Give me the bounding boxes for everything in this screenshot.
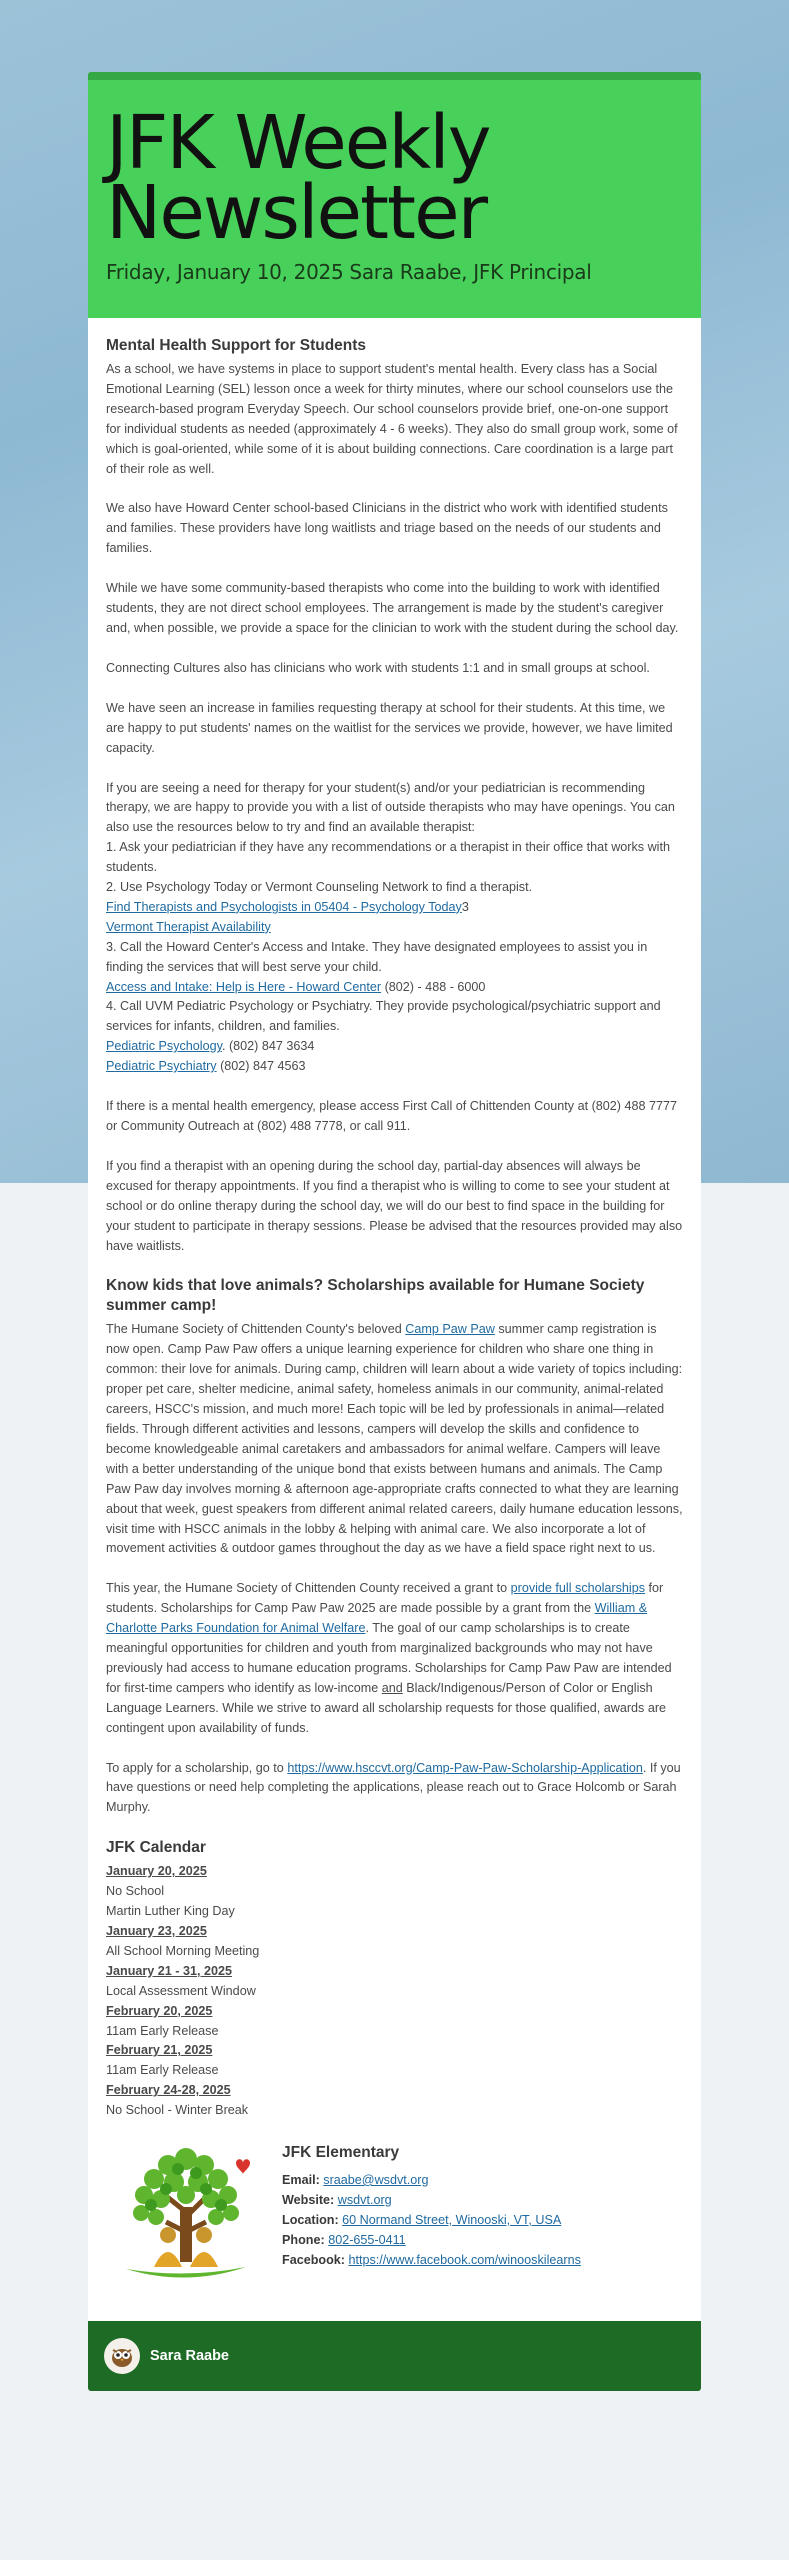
calendar-event: No School: [106, 1884, 165, 1899]
facebook-link[interactable]: https://www.facebook.com/winooskilearns: [348, 2252, 581, 2267]
calendar-event: All School Morning Meeting: [106, 1943, 260, 1958]
calendar-event: Local Assessment Window: [106, 1983, 256, 1998]
website-row: Website: wsdvt.org: [282, 2192, 392, 2207]
newsletter-card: [88, 72, 701, 2391]
calendar-date: February 24-28, 2025: [106, 2083, 231, 2098]
camp-paw-paw-link[interactable]: Camp Paw Paw: [405, 1322, 495, 1337]
paragraph: If there is a mental health emergency, please access First Call of Chittenden County at (802) 488 7777 or Community Outreach at (802) 488 7778, or call 911.: [106, 1099, 677, 1133]
calendar-date: February 21, 2025: [106, 2043, 213, 2058]
calendar-event: No School - Winter Break: [106, 2103, 249, 2118]
newsletter-title: JFK Weekly Newsletter: [106, 100, 490, 256]
psychology-today-link[interactable]: Find Therapists and Psychologists in 05404 - Psychology Today: [106, 899, 462, 914]
humane-society-section: [106, 1276, 683, 1818]
paragraph: We have seen an increase in families requesting therapy at school for their students. At this time, we are happy to put students' names on the waitlist for the services we provide, however, we have limited capacity.: [106, 700, 673, 755]
calendar-date: January 21 - 31, 2025: [106, 1963, 233, 1978]
calendar-date: February 20, 2025: [106, 2003, 213, 2018]
section-heading: Know kids that love animals? Scholarships available for Humane Society summer camp!: [106, 1277, 645, 1315]
paragraph: If you find a therapist with an opening during the school day, partial-day absences will always be excused for therapy appointments. If you find a therapist who is willing to come to see your student at school or do online therapy during the school day, we will do our best to find space in the building for your student to participate in therapy sessions. Please be advised that the resources provided may also have waitlists.: [106, 1158, 683, 1253]
sender-name: Sara Raabe: [150, 2348, 229, 2365]
calendar-entry: [106, 2081, 683, 2121]
paragraph: To apply for a scholarship, go to https://www.hsccvt.org/Camp-Paw-Paw-Scholarship-Application. If you have questions or need help completing the applications, please reach out to Grace Holcomb or Sarah Murphy.: [106, 1760, 681, 1815]
signature-info: [282, 2137, 581, 2297]
section-heading: Mental Health Support for Students: [106, 337, 367, 354]
section-heading: JFK Calendar: [106, 1839, 206, 1857]
calendar-date: January 20, 2025: [106, 1864, 207, 1879]
mental-health-section: [106, 336, 683, 1256]
facebook-row: Facebook: https://www.facebook.com/winooskilearns: [282, 2252, 581, 2267]
calendar-entry: [106, 1962, 683, 2002]
newsletter-body: [88, 318, 701, 2131]
calendar-event: 11am Early Release: [106, 2063, 219, 2078]
paragraph: While we have some community-based therapists who come into the building to work with identified students, they are not direct school employees. The arrangement is made by the student's caregiver and, when possible, we provide a space for the clinician to work with the student during the school day.: [106, 581, 679, 635]
owl-avatar-icon: [104, 2338, 140, 2374]
vermont-therapist-link[interactable]: Vermont Therapist Availability: [106, 919, 271, 934]
calendar-entry: [106, 2002, 683, 2042]
website-link[interactable]: wsdvt.org: [337, 2192, 392, 2207]
calendar-event: 11am Early Release: [106, 2023, 219, 2038]
calendar-entry: [106, 1862, 683, 1922]
calendar-entry: [106, 2041, 683, 2081]
paragraph: Connecting Cultures also has clinicians who work with students 1:1 and in small groups at school.: [106, 660, 650, 675]
calendar-date: January 23, 2025: [106, 1924, 207, 1938]
pediatric-psychology-link[interactable]: Pediatric Psychology: [106, 1039, 222, 1054]
paragraph: This year, the Humane Society of Chittenden County received a grant to provide full scholarships for students. Scholarships for Camp Paw Paw 2025 are made possible by a grant from the William & Charlotte Parks Foundation for Animal Welfare. The goal of our camp scholarships is to create meaningful opportunities for children and youth from marginalized backgrounds who may not have previously had access to humane education programs. Scholarships for Camp Paw Paw are intended for first-time campers who identify as low-income and Black/Indigenous/Person of Color or English Language Learners. While we strive to award all scholarship requests for those qualified, awards are contingent upon availability of funds.: [106, 1581, 672, 1735]
calendar-entry: [106, 1922, 683, 1962]
paragraph: The Humane Society of Chittenden County's beloved Camp Paw Paw summer camp registration is now open. Camp Paw Paw offers a unique learning experience for children who share one thing in common: their love for animals. During camp, children will learn about a wide variety of topics including: proper pet care, shelter medicine, animal safety, homeless animals in our community, animal-related careers, HSCC's mission, and much more! Each topic will be led by professionals in animal—related fields. Through different activities and lessons, campers will develop the skills and confidence to become knowledgeable animal caretakers and ambassadors for animal welfare. Campers will leave with a better understanding of the unique bond that exists between humans and animals. The Camp Paw Paw day involves morning & afternoon age-appropriate crafts connected to what they are learning about that week, guest speakers from different animal related careers, daily humane education lessons, visit time with HSCC animals in the lobby & helping with animal care. We also incorporate a lot of movement activities & outdoor games throughout the day as we have a field space right next to us.: [106, 1322, 683, 1556]
newsletter-header: [88, 72, 701, 318]
newsletter-footer: [88, 2321, 701, 2391]
location-link[interactable]: 60 Normand Street, Winooski, VT, USA: [342, 2212, 562, 2227]
email-link[interactable]: sraabe@wsdvt.org: [323, 2172, 429, 2187]
scholarship-application-link[interactable]: https://www.hsccvt.org/Camp-Paw-Paw-Scholarship-Application: [287, 1760, 643, 1775]
pediatric-psychiatry-link[interactable]: Pediatric Psychiatry: [106, 1059, 217, 1074]
paragraph: As a school, we have systems in place to support student's mental health. Every class has a Social Emotional Learning (SEL) lesson once a week for thirty minutes, where our school counselors use the research-based program Everyday Speech. Our school counselors provide brief, one-on-one support for individual students as needed (approximately 4 - 6 weeks). They also do small group work, some of which is goal-oriented, while some of it is about building connections. Care coordination is a large part of their role as well.: [106, 362, 678, 476]
full-scholarships-link[interactable]: provide full scholarships: [510, 1581, 646, 1596]
location-row: Location: 60 Normand Street, Winooski, VT, USA: [282, 2212, 562, 2227]
calendar-event: Martin Luther King Day: [106, 1904, 235, 1919]
phone-link[interactable]: 802-655-0411: [328, 2232, 406, 2247]
paragraph: We also have Howard Center school-based Clinicians in the district who work with identified students and families. These providers have long waitlists and triage based on the needs of our students and families.: [106, 501, 668, 556]
email-signature: [88, 2131, 701, 2321]
school-name: JFK Elementary: [282, 2144, 400, 2162]
phone-row: Phone: 802-655-0411: [282, 2232, 406, 2247]
calendar-section: [106, 1838, 683, 2121]
newsletter-subtitle: Friday, January 10, 2025 Sara Raabe, JFK Principal: [106, 260, 592, 284]
email-row: Email: sraabe@wsdvt.org: [282, 2172, 429, 2187]
resources-paragraph: If you are seeing a need for therapy for your student(s) and/or your pediatrician is recommending therapy, we are happy to provide you with a list of outside therapists who may have openings. You can also use the resources below to try and find an available therapist: 1. Ask your pediatrician if they have any recommendations or a therapist in their office that works with students. 2. Use Psychology Today or Vermont Counseling Network to find a therapist. Find Therapists and Psychologists in 05404 - Psychology Today3 Vermont Therapist Availability 3. Call the Howard Center's Access and Intake. They have designated employees to assist you in finding the services that will best serve your child. Access and Intake: Help is Here - Howard Center (802) - 488 - 6000 4. Call UVM Pediatric Psychology or Psychiatry. They provide psychological/psychiatric support and services for infants, children, and families. Pediatric Psychology. (802) 847 3634 Pediatric Psychiatry (802) 847 4563: [106, 780, 675, 1074]
tree-family-logo-icon: [106, 2137, 266, 2297]
parks-foundation-link[interactable]: William & Charlotte Parks Foundation for Animal Welfare: [106, 1601, 648, 1636]
access-intake-link[interactable]: Access and Intake: Help is Here - Howard Center: [106, 979, 382, 994]
